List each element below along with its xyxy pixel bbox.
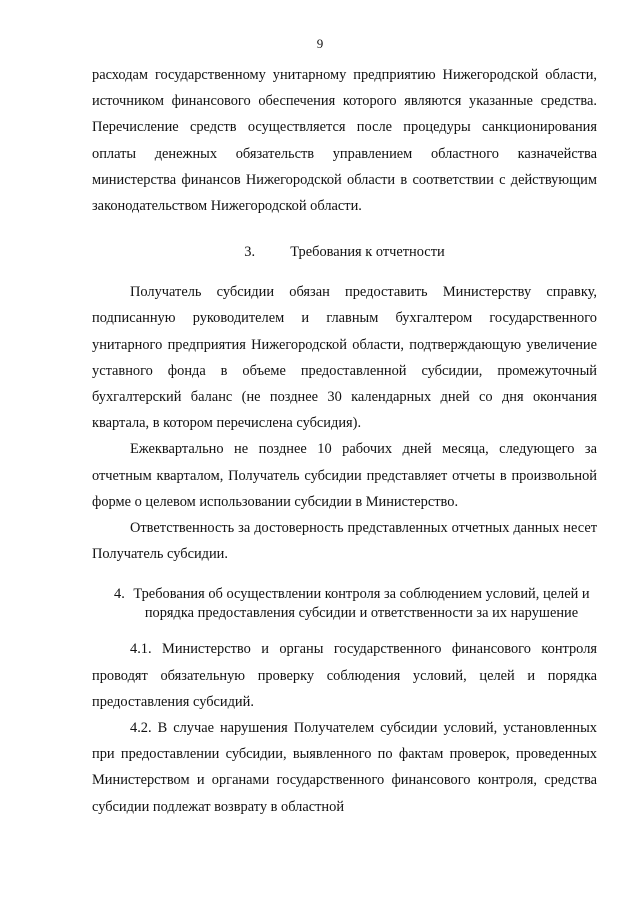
section-4-paragraph-1: 4.1. Министерство и органы государственного финансового контроля проводят обязательную проверку соблюдения условий, целей и порядка предоставления субсидий. (92, 641, 597, 710)
section-3-paragraph-3: Ответственность за достоверность представленных отчетных данных несет Получатель субсидии. (92, 520, 597, 563)
section-4-heading (92, 585, 597, 622)
section-3-paragraph-2: Ежеквартально не позднее 10 рабочих дней месяца, следующего за отчетным кварталом, Получатель субсидии представляет отчеты в произвольной форме о целевом использовании субсидии в Министерство. (92, 441, 597, 510)
document-body (92, 62, 597, 820)
page-number: 9 (316, 36, 324, 51)
section-4-number: 4. (114, 586, 125, 603)
section-3-number: 3. (244, 244, 256, 261)
paragraph-continuation: расходам государственному унитарному предприятию Нижегородской области, источником финансового обеспечения которого являются указанные средства. Перечисление средств осуществляется после процедуры санкционирования оплаты денежных обязательств управлением областного казначейства министерства финансов Нижегородской области в соответствии с действующим законодательством Нижегородской области. (92, 67, 597, 215)
section-4-paragraph-2: 4.2. В случае нарушения Получателем субсидии условий, установленных при предоставлении субсидии, выявленного по фактам проверок, проведенных Министерством и органами государственного финансового контроля, средства субсидии подлежат возврату в областной (92, 720, 597, 815)
section-3-paragraph-1: Получатель субсидии обязан предоставить Министерству справку, подписанную руководителем и главным бухгалтером государственного унитарного предприятия Нижегородской области, подтверждающую увеличение уставного фонда в объеме предоставленной субсидии, промежуточный бухгалтерский баланс (не позднее 30 календарных дней со дня окончания квартала, в котором перечислена субсидия). (92, 284, 597, 432)
section-4-title: Требования об осуществлении контроля за соблюдением условий, целей и порядка предоставления субсидии и ответственности за их нарушение (133, 586, 590, 621)
section-3-heading (92, 239, 597, 265)
section-3-title: Требования к отчетности (290, 244, 445, 261)
